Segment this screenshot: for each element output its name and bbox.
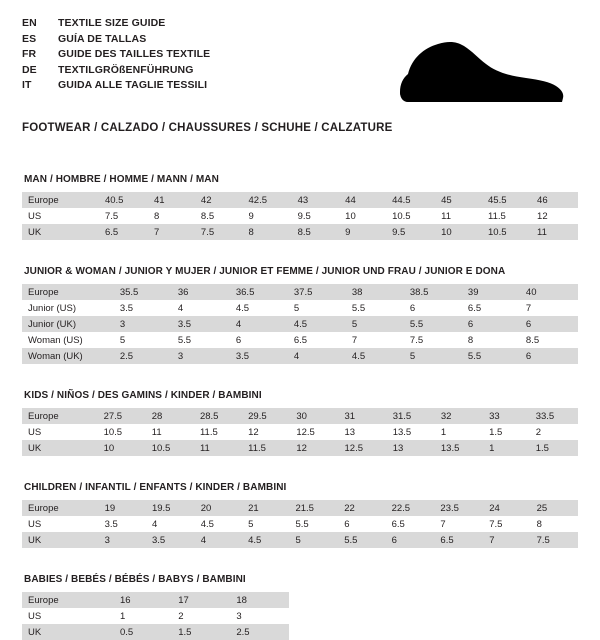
table-cell: 37.5 (288, 284, 346, 300)
table-cell: 3.5 (99, 516, 146, 532)
table-cell: 45.5 (482, 192, 531, 208)
language-row (22, 47, 210, 62)
section-junior-woman (22, 266, 578, 364)
table-cell: 2.5 (114, 348, 172, 364)
row-label: Europe (22, 500, 99, 516)
table-cell: 6 (230, 332, 288, 348)
table-cell: 28.5 (194, 408, 242, 424)
table-cell: 10 (339, 208, 386, 224)
table-cell: 6 (386, 532, 435, 548)
table-cell: 1.5 (530, 440, 578, 456)
table-cell: 8.5 (195, 208, 243, 224)
table-cell: 8 (462, 332, 520, 348)
table-cell: 6 (404, 300, 462, 316)
table-cell: 13 (339, 424, 387, 440)
table-cell: 9.5 (292, 208, 340, 224)
table-cell: 42 (195, 192, 243, 208)
table-cell: 8 (531, 516, 578, 532)
table-cell: 5 (289, 532, 338, 548)
table-row (22, 516, 578, 532)
table-cell: 9.5 (386, 224, 435, 240)
table-cell: 7 (520, 300, 578, 316)
table-row (22, 424, 578, 440)
table-row (22, 316, 578, 332)
table-cell: 7.5 (404, 332, 462, 348)
row-label: Woman (UK) (22, 348, 114, 364)
table-cell: 5.5 (404, 316, 462, 332)
table-cell: 42.5 (243, 192, 292, 208)
table-row (22, 624, 289, 640)
table-cell: 8.5 (292, 224, 340, 240)
table-cell: 5.5 (289, 516, 338, 532)
table-cell: 21.5 (289, 500, 338, 516)
table-cell: 5 (404, 348, 462, 364)
table-cell: 7.5 (99, 208, 148, 224)
table-cell: 13 (387, 440, 435, 456)
row-label: Europe (22, 592, 114, 608)
table-cell: 12 (531, 208, 578, 224)
page-header (22, 16, 578, 108)
table-cell: 6.5 (386, 516, 435, 532)
table-cell: 3.5 (146, 532, 195, 548)
table-cell: 5 (288, 300, 346, 316)
table-cell: 38 (346, 284, 404, 300)
table-cell: 44.5 (386, 192, 435, 208)
table-cell: 23.5 (434, 500, 483, 516)
table-cell: 44 (339, 192, 386, 208)
row-label: US (22, 424, 98, 440)
table-cell: 7 (148, 224, 195, 240)
row-label: US (22, 516, 99, 532)
table-cell: 5.5 (338, 532, 385, 548)
table-cell: 31 (339, 408, 387, 424)
page-title: FOOTWEAR / CALZADO / CHAUSSURES / SCHUHE / CALZATURE (22, 122, 393, 134)
table-cell: 4.5 (346, 348, 404, 364)
table-cell: 11 (531, 224, 578, 240)
table-cell: 11.5 (242, 440, 290, 456)
table-cell: 1 (435, 424, 483, 440)
table-cell: 7 (434, 516, 483, 532)
table-cell: 3 (99, 532, 146, 548)
table-cell: 38.5 (404, 284, 462, 300)
language-row (22, 63, 210, 78)
table-cell: 7.5 (195, 224, 243, 240)
table-row (22, 532, 578, 548)
table-cell: 4.5 (288, 316, 346, 332)
table-cell: 6.5 (288, 332, 346, 348)
table-cell: 8.5 (520, 332, 578, 348)
table-row (22, 284, 578, 300)
table-cell: 40 (520, 284, 578, 300)
table-cell: 4.5 (195, 516, 242, 532)
table-cell: 12.5 (290, 424, 338, 440)
table-cell: 4 (146, 516, 195, 532)
section-children (22, 482, 578, 548)
row-label: UK (22, 532, 99, 548)
table-row (22, 300, 578, 316)
section-title: KIDS / NIÑOS / DES GAMINS / KINDER / BAMBINI (24, 390, 262, 401)
table-cell: 1.5 (483, 424, 530, 440)
section-title: MAN / HOMBRE / HOMME / MANN / MAN (24, 174, 219, 185)
table-cell: 5 (114, 332, 172, 348)
table-cell: 3 (172, 348, 230, 364)
table-cell: 11.5 (482, 208, 531, 224)
table-cell: 12.5 (339, 440, 387, 456)
language-title: GUIDE DES TAILLES TEXTILE (58, 48, 211, 60)
table-cell: 31.5 (387, 408, 435, 424)
table-cell: 46 (531, 192, 578, 208)
table-cell: 3.5 (172, 316, 230, 332)
language-title: TEXTILGRÖßENFÜHRUNG (58, 63, 194, 76)
row-label: Woman (US) (22, 332, 114, 348)
section-babies (22, 574, 578, 640)
language-code: ES (22, 32, 37, 45)
language-code: IT (22, 79, 32, 91)
table-row (22, 208, 578, 224)
size-table (22, 408, 578, 456)
table-cell: 41 (148, 192, 195, 208)
table-cell: 28 (146, 408, 194, 424)
table-cell: 2 (530, 424, 578, 440)
table-row (22, 500, 578, 516)
table-cell: 36.5 (230, 284, 288, 300)
table-row (22, 348, 578, 364)
row-label: Junior (UK) (22, 316, 114, 332)
row-label: UK (22, 440, 98, 456)
table-cell: 36 (172, 284, 230, 300)
table-cell: 1 (114, 608, 172, 624)
table-cell: 25 (531, 500, 578, 516)
table-cell: 5 (346, 316, 404, 332)
table-cell: 7 (346, 332, 404, 348)
table-cell: 9 (243, 208, 292, 224)
table-row (22, 224, 578, 240)
table-cell: 24 (483, 500, 530, 516)
size-table (22, 192, 578, 240)
language-code: FR (22, 48, 37, 60)
table-cell: 3.5 (230, 348, 288, 364)
table-cell: 6.5 (99, 224, 148, 240)
row-label: US (22, 608, 114, 624)
table-row (22, 608, 289, 624)
table-cell: 20 (195, 500, 242, 516)
table-cell: 1 (483, 440, 530, 456)
table-cell: 33 (483, 408, 530, 424)
section-man (22, 174, 578, 240)
table-cell: 12 (290, 440, 338, 456)
size-table (22, 592, 289, 640)
table-cell: 10 (435, 224, 482, 240)
table-cell: 10 (98, 440, 146, 456)
table-cell: 4 (288, 348, 346, 364)
table-cell: 39 (462, 284, 520, 300)
table-cell: 19 (99, 500, 146, 516)
table-cell: 16 (114, 592, 172, 608)
table-cell: 3 (230, 608, 288, 624)
table-cell: 4 (230, 316, 288, 332)
table-cell: 8 (148, 208, 195, 224)
table-cell: 32 (435, 408, 483, 424)
table-cell: 45 (435, 192, 482, 208)
section-title: CHILDREN / INFANTIL / ENFANTS / KINDER / BAMBINI (24, 482, 287, 493)
table-cell: 17 (172, 592, 230, 608)
row-label: Junior (US) (22, 300, 114, 316)
table-cell: 4.5 (242, 532, 289, 548)
section-kids (22, 390, 578, 456)
table-cell: 7.5 (483, 516, 530, 532)
table-cell: 9 (339, 224, 386, 240)
table-row (22, 192, 578, 208)
table-cell: 6.5 (462, 300, 520, 316)
table-cell: 4 (195, 532, 242, 548)
table-cell: 11 (194, 440, 242, 456)
language-row (22, 78, 210, 93)
table-row (22, 332, 578, 348)
table-cell: 35.5 (114, 284, 172, 300)
table-cell: 11 (435, 208, 482, 224)
row-label: UK (22, 224, 99, 240)
language-title: TEXTILE SIZE GUIDE (58, 17, 166, 29)
language-title: GUÍA DE TALLAS (58, 32, 147, 45)
dress-shoe-icon (390, 22, 570, 108)
language-row (22, 16, 210, 31)
table-cell: 8 (243, 224, 292, 240)
table-cell: 11.5 (194, 424, 242, 440)
table-cell: 4 (172, 300, 230, 316)
table-row (22, 592, 289, 608)
row-label: Europe (22, 192, 99, 208)
table-cell: 6 (338, 516, 385, 532)
table-cell: 2 (172, 608, 230, 624)
table-cell: 3.5 (114, 300, 172, 316)
table-row (22, 440, 578, 456)
table-cell: 10.5 (98, 424, 146, 440)
section-title: JUNIOR & WOMAN / JUNIOR Y MUJER / JUNIOR ET FEMME / JUNIOR UND FRAU / JUNIOR E DONA (24, 266, 506, 277)
size-table (22, 284, 578, 364)
table-cell: 22.5 (386, 500, 435, 516)
table-cell: 10.5 (386, 208, 435, 224)
table-cell: 33.5 (530, 408, 578, 424)
table-cell: 6 (520, 348, 578, 364)
table-cell: 4.5 (230, 300, 288, 316)
language-row (22, 32, 210, 47)
section-title: BABIES / BEBÉS / BÉBÉS / BABYS / BAMBINI (24, 574, 246, 585)
table-cell: 11 (146, 424, 194, 440)
table-cell: 10.5 (146, 440, 194, 456)
table-row (22, 408, 578, 424)
table-cell: 5.5 (462, 348, 520, 364)
table-cell: 27.5 (98, 408, 146, 424)
row-label: US (22, 208, 99, 224)
table-cell: 43 (292, 192, 340, 208)
table-cell: 5.5 (172, 332, 230, 348)
size-table (22, 500, 578, 548)
language-code: EN (22, 17, 37, 29)
table-cell: 29.5 (242, 408, 290, 424)
table-cell: 7.5 (531, 532, 578, 548)
table-cell: 40.5 (99, 192, 148, 208)
language-list (22, 16, 210, 93)
table-cell: 1.5 (172, 624, 230, 640)
table-cell: 6.5 (434, 532, 483, 548)
table-cell: 22 (338, 500, 385, 516)
table-cell: 2.5 (230, 624, 288, 640)
language-title: GUIDA ALLE TAGLIE TESSILI (58, 79, 208, 91)
table-cell: 30 (290, 408, 338, 424)
language-code: DE (22, 63, 37, 76)
table-cell: 13.5 (435, 440, 483, 456)
row-label: Europe (22, 408, 98, 424)
row-label: UK (22, 624, 114, 640)
table-cell: 21 (242, 500, 289, 516)
table-cell: 12 (242, 424, 290, 440)
table-cell: 3 (114, 316, 172, 332)
table-cell: 0.5 (114, 624, 172, 640)
table-cell: 6 (462, 316, 520, 332)
table-cell: 18 (230, 592, 288, 608)
table-cell: 10.5 (482, 224, 531, 240)
table-cell: 19.5 (146, 500, 195, 516)
table-cell: 13.5 (387, 424, 435, 440)
table-cell: 6 (520, 316, 578, 332)
table-cell: 5.5 (346, 300, 404, 316)
table-cell: 7 (483, 532, 530, 548)
row-label: Europe (22, 284, 114, 300)
table-cell: 5 (242, 516, 289, 532)
